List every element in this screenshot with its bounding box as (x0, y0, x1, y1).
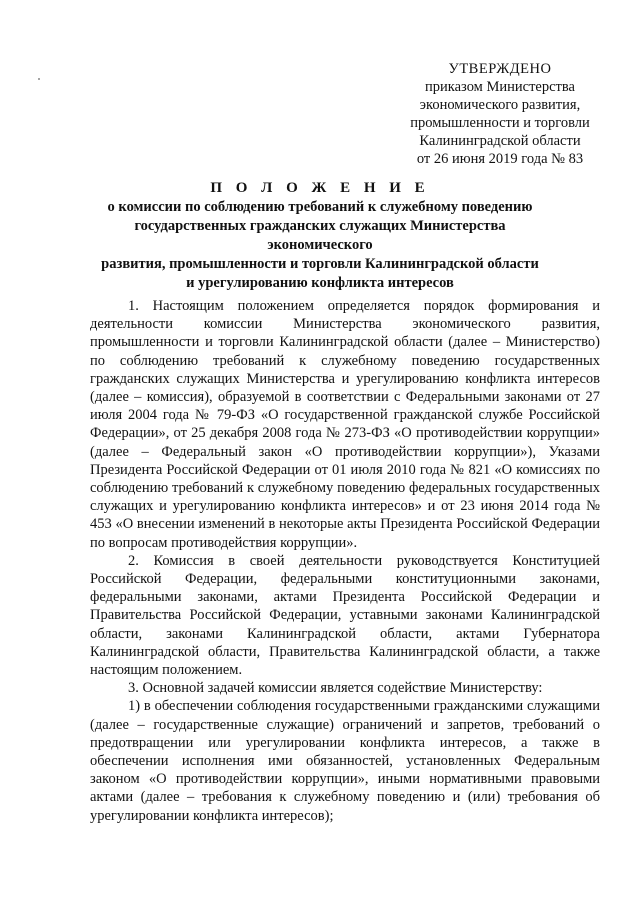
approval-line: экономического развития, (419, 97, 581, 113)
paragraph-2: 2. Комиссия в своей деятельности руководствуется Конституцией Российской Федерации, федеральными конституционными законами, федеральными законами, актами Президента Российской Федерации и Правительства Российской Федерации, уставными законами Калининградской области, законами Калининградской области, актами Губернатора Калининградской области, Правительства Калининградской области, а также настоящим положением. (90, 552, 600, 679)
document-heading: П О Л О Ж Е Н И Е (210, 180, 430, 196)
document-title (80, 179, 560, 293)
approval-line: приказом Министерства (425, 79, 575, 95)
paragraph-1: 1. Настоящим положением определяется порядок формирования и деятельности комиссии Министерства экономического развития, промышленности и торговли Калининградской области (далее – Министерство) по соблюдению требований к служебному поведению государственных гражданских служащих Министерства и урегулированию конфликта интересов (далее – комиссия), образуемой в соответствии с Федеральными законами от 27 июля 2004 года № 79-ФЗ «О государственной гражданской службе Российской Федерации», от 25 декабря 2008 года № 273-ФЗ «О противодействии коррупции» (далее – Федеральный закон «О противодействии коррупции»), Указами Президента Российской Федерации от 01 июля 2010 года № 821 «О комиссиях по соблюдению требований к служебному поведению федеральных государственных служащих и урегулированию конфликта интересов» и от 23 июня 2014 года № 453 «О внесении изменений в некоторые акты Президента Российской Федерации по вопросам противодействия коррупции». (90, 298, 600, 551)
scan-speck (38, 78, 40, 80)
paragraph-3: 3. Основной задачей комиссии является содействие Министерству: (128, 680, 543, 697)
approval-line: Калининградской области (419, 133, 581, 149)
approval-line: промышленности и торговли (410, 115, 590, 131)
title-line: государственных гражданских служащих Министерства экономического (134, 218, 506, 253)
approval-line: от 26 июня 2019 года № 83 (416, 151, 584, 167)
title-line: и урегулированию конфликта интересов (186, 275, 454, 291)
approval-stamp-block (400, 60, 600, 168)
approval-heading: УТВЕРЖДЕНО (448, 61, 552, 77)
paragraph-3-item-1: 1) в обеспечении соблюдения государственными гражданскими служащими (далее – государственные служащие) ограничений и запретов, требований о предотвращении или урегулировании конфликта интересов, а также в обеспечении исполнения ими обязанностей, установленных Федеральным законом «О противодействии коррупции», иными нормативными правовыми актами (далее – требования к служебному поведению и (или) требования об урегулировании конфликта интересов); (90, 698, 600, 824)
document-body (90, 297, 600, 825)
title-line: развития, промышленности и торговли Калининградской области (101, 256, 539, 272)
title-line: о комиссии по соблюдению требований к служебному поведению (107, 199, 533, 215)
